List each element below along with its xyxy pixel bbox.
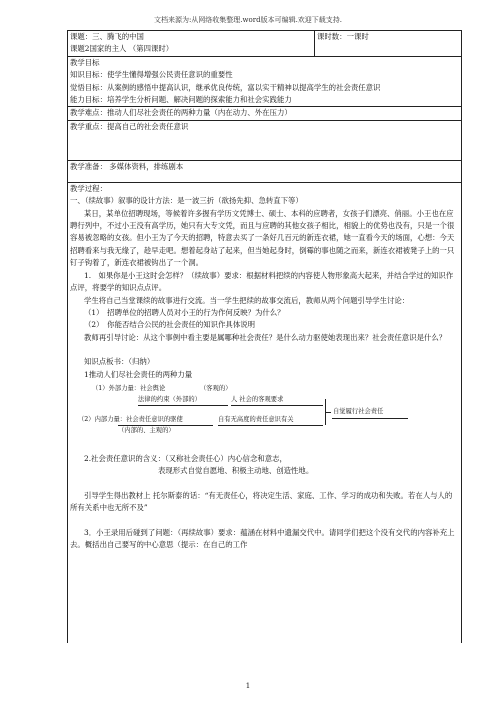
definition: 2.社会责任意识的含义：（又称社会责任心）内心信念和意志， xyxy=(84,453,287,463)
prep-row xyxy=(68,161,461,183)
course-subtopic: 课题2国家的主人 （第四课时） xyxy=(70,44,174,54)
diagram-law: 法律的约束（外部的） xyxy=(138,395,201,403)
course-hours: 课时数：一课时 xyxy=(317,32,369,41)
diagram-social-demand: 人 社会的客观要求 xyxy=(231,395,284,403)
diagram-consciousness: 自有无高度的责任意识有关 xyxy=(218,415,294,423)
goal-knowledge: 知识目标：使学生懂得增强公民责任意识的重要性 xyxy=(70,70,233,80)
difficulty-row xyxy=(68,107,461,120)
sub-question-2: （2） 你能否结合公民的社会责任的知识作具体说明 xyxy=(84,320,255,330)
teacher-paragraph: 教师再引导讨论：从这个事例中看主要是属哪种社会责任？是什么动力驱使她表现出来？社会责任意识是什么？ xyxy=(84,332,447,342)
goals-heading: 教学目标 xyxy=(70,57,100,67)
guide-paragraph: 学生将自己当堂课续的故事进行交流。当一学生把续的故事交流后，教师从两个问题引导学生讨论： xyxy=(84,295,410,305)
diagram-external: （1）外部力量：社会舆论 xyxy=(92,384,166,392)
question-1: 1. 如果你是小王这时会怎样？（续故事）要求：根据材料把续的内容使人物形象高大起来，并结合学过的知识作点评，将要学的知识点点评。 xyxy=(70,270,454,293)
page-number: 1 xyxy=(245,682,251,690)
forces-diagram xyxy=(70,383,459,441)
forces-heading: 1推动人们尽社会责任的两种力量 xyxy=(84,369,193,379)
question-3: 3．小王录用后碰到了问题：（再续故事）要求：蕴涵在材料中遗漏交代中。请同学们把这个没有交代的内容补充上去。概括出自己要写的中心意思（提示：在自己的工作 xyxy=(70,527,455,549)
goal-emotion: 觉悟目标：从案例的感悟中提高认识，继承优良传统，富以实干精神以提高学生的社会责任意识 xyxy=(70,82,381,92)
goal-ability: 能力目标：培养学生分析问题、解决问题的探索能力和社会实践能力 xyxy=(70,95,292,105)
lesson-plan-table xyxy=(67,30,462,643)
diagram-objective: （客观的） xyxy=(200,384,232,392)
process-row xyxy=(68,183,461,643)
board-heading: 知识点板书：（归纳） xyxy=(84,357,155,367)
process-heading: 教学过程： xyxy=(70,183,107,193)
prep-text: 教学准备： 多媒体资料，排练剧本 xyxy=(70,161,184,171)
document-header: 文档来源为:从网络收集整理.word版本可编辑.欢迎下载支持. xyxy=(153,16,343,24)
story-paragraph: 某日，某单位招聘现场，等候着许多握有学历文凭博士、硕士、本科的应聘者，女孩子们漂亮、俏丽。小王也在应聘行列中，不过小王没有高学历，她只有大专文凭，而且与应聘的其他女孩子相比，相貌上的优势也没有，只是一个很容易被忽略的女孩。但小王为了今天的招聘，特意去买了一条好几百元的新连衣裙，她一直看今天的场面，心想：今天招聘看来与我无缘了，趁早走吧。想着起身站了起来，但当她起身时，倒霉的事也随之而来，新连衣裙被凳子上的一只钉子钩着了，新连衣裙被钩出了一个洞。 xyxy=(70,208,455,268)
goals-row xyxy=(68,57,461,108)
diagram-internal: （2）内部力量：社会责任意识的驱使 xyxy=(78,415,183,423)
quote-paragraph: 引导学生得出教材上 托尔斯泰的话：“有无责任心，将决定生活、家庭、工作、学习的成功和失败。若在人与人的所有关系中也无所不及” xyxy=(70,490,453,513)
course-row xyxy=(68,31,461,57)
diagram-subjective: （内部的、主观的） xyxy=(118,426,175,434)
definition-forms: 表现形式自觉自愿地、积极主动地、创造性地。 xyxy=(158,466,314,476)
diagram-fulfil: 自觉履行社会责任 xyxy=(333,407,384,415)
course-topic: 课题：三、腾飞的中国 xyxy=(70,32,144,41)
difficulty-text: 教学难点：推动人们尽社会责任的两种力量（内在动力、外在压力） xyxy=(70,108,292,118)
process-intro: 一、（续故事）叙事的设计方法：是一波三折（欲扬先抑、急转直下等） xyxy=(70,196,303,206)
keypoint-row xyxy=(68,121,461,161)
sub-question-1: （1） 招聘单位的招聘人员对小王的行为作何反映？为什么？ xyxy=(84,307,285,317)
keypoint-text: 教学重点：提高自己的社会责任意识 xyxy=(70,121,189,131)
